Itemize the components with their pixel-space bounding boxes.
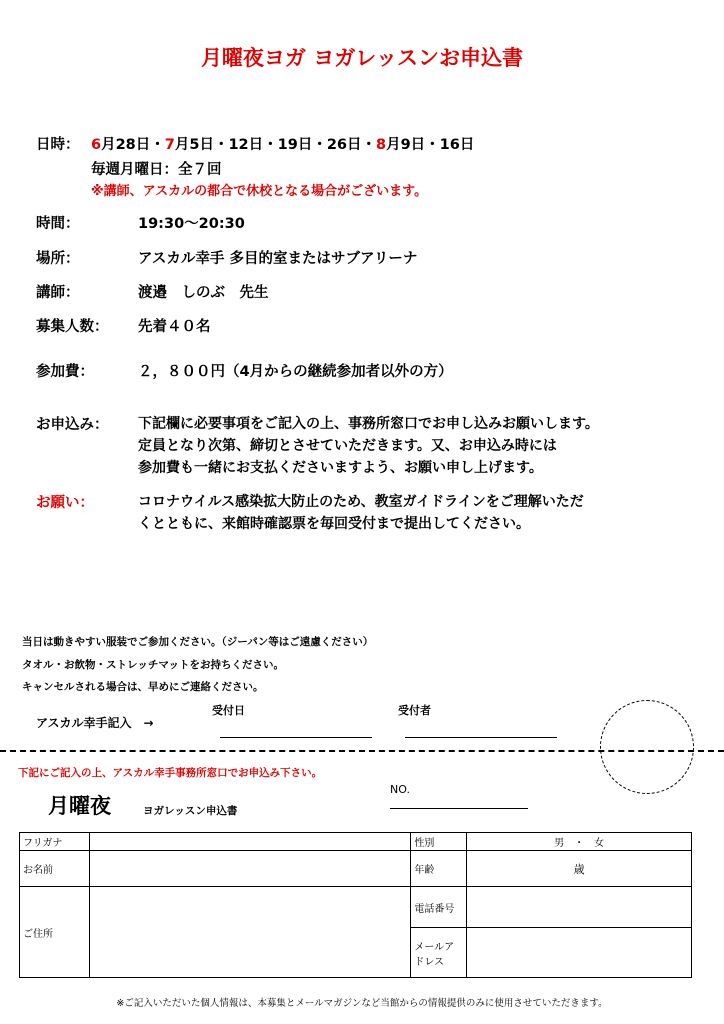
email-label: メールアドレス (411, 928, 467, 978)
phone-label: 電話番号 (411, 887, 467, 928)
received-date-line (220, 737, 372, 738)
form-number-label: NO. (390, 783, 410, 796)
privacy-note: ※ご記入いただいた個人情報は、本募集とメールマガジンなど当館からの情報提供のみに使用させていただきます。 (116, 998, 608, 1009)
stamp-circle (600, 700, 694, 794)
dates-june: 月28日・ (101, 137, 165, 153)
schedule-dates (91, 133, 474, 154)
form-number-line (390, 808, 528, 809)
age-label: 年齢 (411, 851, 467, 887)
cut-instruction: 下記にご記入の上、アスカル幸手事務所窓口でお申込み下さい。 (18, 767, 323, 779)
phone-field[interactable] (467, 887, 692, 928)
gender-field[interactable]: 男 ・ 女 (467, 833, 692, 851)
page-title: 月曜夜ヨガ ヨガレッスンお申込書 (200, 46, 524, 70)
month-august: 8 (376, 137, 387, 153)
month-june: 6 (91, 137, 102, 153)
received-by-line (405, 737, 557, 738)
place-value: アスカル幸手 多目的室またはサブアリーナ (138, 251, 418, 267)
capacity-label: 募集人数： (36, 319, 109, 335)
instructor-label: 講師： (36, 285, 80, 301)
form-sub-title: ヨガレッスン申込書 (143, 805, 238, 817)
schedule-weekly: 毎週月曜日：全７回 (91, 162, 222, 178)
name-field[interactable] (89, 851, 410, 887)
month-july: 7 (164, 137, 175, 153)
dates-august: 月9日・16日 (386, 137, 475, 153)
age-field[interactable] (467, 851, 692, 887)
capacity-value: 先着４０名 (138, 319, 211, 335)
request-line-1: コロナウイルス感染拡大防止のため、教室ガイドラインをご理解いただ (138, 494, 584, 510)
apply-line-3: 参加費も一緒にお支払くださいますよう、お願い申し上げます。 (138, 460, 543, 476)
request-line-2: くとともに、来館時確認票を毎回受付まで提出してください。 (138, 516, 530, 532)
request-label: お願い： (36, 495, 94, 511)
address-label: ご住所 (20, 887, 90, 978)
apply-line-1: 下記欄に必要事項をご記入の上、事務所窓口でお申し込みお願いします。 (138, 416, 599, 432)
furigana-label: フリガナ (20, 833, 90, 851)
application-form-table (19, 832, 692, 978)
apply-line-2: 定員となり次第、締切とさせていただきます。又、お申込み時には (138, 438, 557, 454)
age-unit: 歳 (573, 862, 585, 876)
note-cancel: キャンセルされる場合は、早めにご連絡ください。 (22, 681, 264, 693)
office-use-label: アスカル幸手記入 → (36, 716, 154, 730)
note-items: タオル・お飲物・ストレッチマットをお持ちください。 (22, 659, 284, 671)
schedule-label: 日時： (36, 137, 80, 153)
furigana-field[interactable] (89, 833, 410, 851)
fee-value: ２，８００円（4月からの継続参加者以外の方） (138, 364, 453, 380)
name-label: お名前 (20, 851, 90, 887)
place-label: 場所： (36, 251, 80, 267)
received-date-label: 受付日 (212, 704, 245, 717)
note-clothing: 当日は動きやすい服装でご参加ください。（ジーパン等はご遠慮ください） (22, 636, 374, 648)
dates-july: 月5日・12日・19日・26日・ (174, 137, 376, 153)
time-value: 19:30～20:30 (138, 216, 245, 232)
fee-label: 参加費： (36, 364, 94, 380)
email-field[interactable] (467, 928, 692, 978)
cut-line (0, 750, 724, 752)
schedule-cancel-note: ※講師、アスカルの都合で休校となる場合がございます。 (91, 184, 428, 199)
instructor-value: 渡邉 しのぶ 先生 (138, 285, 269, 301)
address-field[interactable] (89, 887, 410, 978)
gender-label: 性別 (411, 833, 467, 851)
apply-label: お申込み： (36, 417, 109, 433)
received-by-label: 受付者 (398, 704, 431, 717)
time-label: 時間： (36, 216, 80, 232)
form-big-title: 月曜夜 (48, 794, 111, 818)
